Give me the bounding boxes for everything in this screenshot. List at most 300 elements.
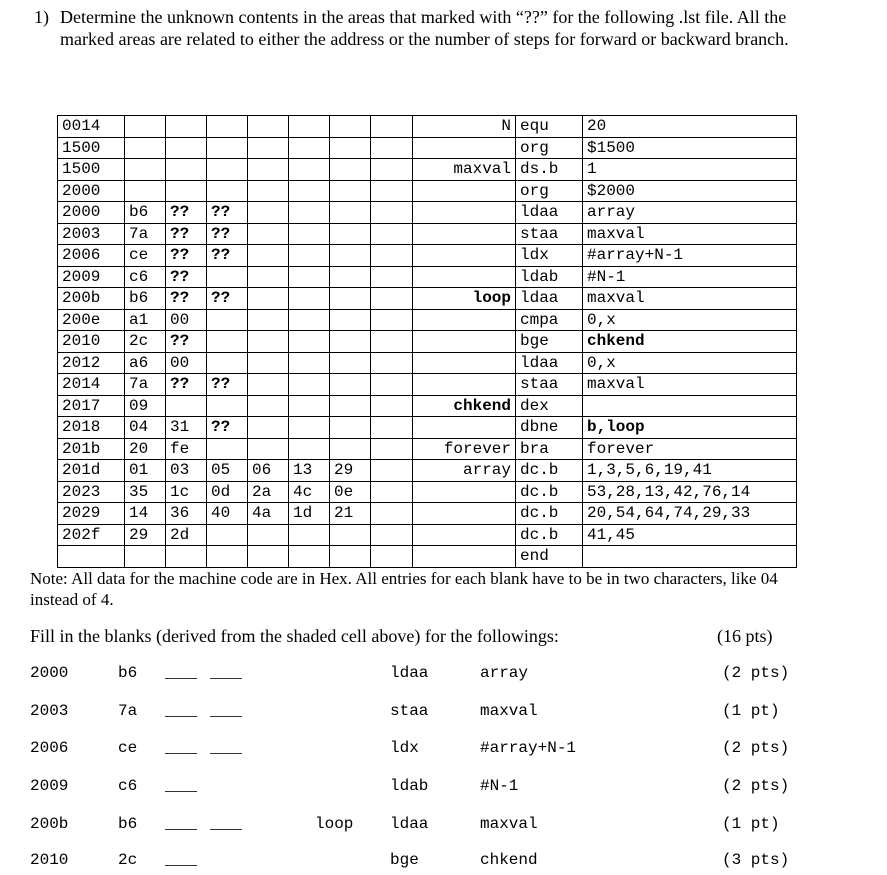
listing-cell: fe bbox=[166, 438, 207, 460]
listing-cell bbox=[413, 245, 516, 267]
listing-cell: 35 bbox=[125, 481, 166, 503]
listing-cell: b6 bbox=[125, 288, 166, 310]
listing-cell: 2018 bbox=[58, 417, 125, 439]
listing-cell: a6 bbox=[125, 352, 166, 374]
listing-cell: ?? bbox=[166, 374, 207, 396]
listing-cell bbox=[248, 137, 289, 159]
listing-row bbox=[58, 417, 797, 439]
listing-cell bbox=[330, 331, 371, 353]
listing-cell: ?? bbox=[166, 202, 207, 224]
listing-cell: dc.b bbox=[516, 503, 583, 525]
listing-cell: 00 bbox=[166, 309, 207, 331]
listing-cell bbox=[371, 524, 413, 546]
listing-cell: 201b bbox=[58, 438, 125, 460]
listing-cell: 2009 bbox=[58, 266, 125, 288]
listing-cell bbox=[371, 438, 413, 460]
listing-cell bbox=[207, 395, 248, 417]
listing-cell bbox=[125, 116, 166, 138]
listing-cell: array bbox=[413, 460, 516, 482]
answer-op: b6 bbox=[118, 664, 138, 682]
listing-cell bbox=[166, 546, 207, 568]
listing-cell: 20 bbox=[125, 438, 166, 460]
listing-cell: 0d bbox=[207, 481, 248, 503]
listing-row bbox=[58, 116, 797, 138]
listing-cell: ldaa bbox=[516, 352, 583, 374]
listing-cell: ds.b bbox=[516, 159, 583, 181]
answer-blank[interactable] bbox=[165, 678, 197, 679]
listing-cell: ?? bbox=[207, 417, 248, 439]
listing-cell: ?? bbox=[207, 374, 248, 396]
listing-cell bbox=[371, 374, 413, 396]
answer-blank[interactable] bbox=[210, 678, 242, 679]
listing-cell bbox=[289, 159, 330, 181]
listing-cell bbox=[207, 309, 248, 331]
listing-cell: 2010 bbox=[58, 331, 125, 353]
listing-row bbox=[58, 481, 797, 503]
listing-cell bbox=[330, 374, 371, 396]
listing-cell bbox=[371, 503, 413, 525]
listing-cell bbox=[207, 524, 248, 546]
fill-heading: Fill in the blanks (derived from the shaded cell above) for the followings: bbox=[30, 626, 559, 646]
answer-operand: #array+N-1 bbox=[480, 739, 577, 757]
listing-cell: dex bbox=[516, 395, 583, 417]
listing-cell bbox=[371, 266, 413, 288]
listing-cell: N bbox=[413, 116, 516, 138]
listing-cell: 36 bbox=[166, 503, 207, 525]
listing-cell bbox=[207, 159, 248, 181]
listing-cell bbox=[330, 180, 371, 202]
listing-cell: array bbox=[583, 202, 797, 224]
listing-row bbox=[58, 266, 797, 288]
listing-cell: 2003 bbox=[58, 223, 125, 245]
listing-cell bbox=[248, 438, 289, 460]
answer-blank[interactable] bbox=[210, 716, 242, 717]
listing-cell bbox=[289, 395, 330, 417]
answer-row bbox=[0, 739, 887, 763]
answer-pts: (1 pt) bbox=[722, 702, 780, 720]
listing-cell bbox=[125, 546, 166, 568]
listing-row bbox=[58, 395, 797, 417]
listing-cell bbox=[371, 202, 413, 224]
listing-cell bbox=[330, 159, 371, 181]
answer-blank[interactable] bbox=[210, 829, 242, 830]
listing-cell: 04 bbox=[125, 417, 166, 439]
listing-cell bbox=[330, 352, 371, 374]
listing-cell: org bbox=[516, 137, 583, 159]
listing-cell bbox=[413, 417, 516, 439]
listing-cell bbox=[166, 395, 207, 417]
listing-cell bbox=[289, 417, 330, 439]
listing-row bbox=[58, 202, 797, 224]
listing-row bbox=[58, 223, 797, 245]
listing-cell: ldab bbox=[516, 266, 583, 288]
listing-cell: a1 bbox=[125, 309, 166, 331]
listing-cell: 20,54,64,74,29,33 bbox=[583, 503, 797, 525]
listing-cell bbox=[371, 395, 413, 417]
answer-pts: (2 pts) bbox=[722, 739, 790, 757]
answer-blank[interactable] bbox=[165, 865, 197, 866]
listing-cell bbox=[413, 137, 516, 159]
answer-operand: chkend bbox=[480, 851, 538, 869]
listing-cell bbox=[166, 159, 207, 181]
listing-cell bbox=[413, 503, 516, 525]
listing-cell bbox=[289, 202, 330, 224]
listing-row bbox=[58, 159, 797, 181]
listing-cell: 4a bbox=[248, 503, 289, 525]
listing-cell: 7a bbox=[125, 223, 166, 245]
answer-pts: (3 pts) bbox=[722, 851, 790, 869]
listing-row bbox=[58, 309, 797, 331]
listing-cell: 2017 bbox=[58, 395, 125, 417]
listing-cell bbox=[371, 116, 413, 138]
listing-cell bbox=[413, 481, 516, 503]
answer-addr: 2006 bbox=[30, 739, 69, 757]
answer-op: 7a bbox=[118, 702, 138, 720]
listing-cell: 200e bbox=[58, 309, 125, 331]
answer-row bbox=[0, 664, 887, 688]
listing-cell bbox=[371, 137, 413, 159]
listing-cell: 40 bbox=[207, 503, 248, 525]
answer-pts: (2 pts) bbox=[722, 664, 790, 682]
answer-blank[interactable] bbox=[165, 753, 197, 754]
listing-cell: 200b bbox=[58, 288, 125, 310]
listing-cell bbox=[248, 288, 289, 310]
question-text: Determine the unknown contents in the areas that marked with “??” for the following .lst file. All the marked areas are related to either the address or the number of steps for forward or backward branch. bbox=[60, 7, 789, 49]
listing-cell: staa bbox=[516, 374, 583, 396]
listing-cell: 20 bbox=[583, 116, 797, 138]
listing-cell: loop bbox=[413, 288, 516, 310]
listing-cell bbox=[248, 180, 289, 202]
answer-op: c6 bbox=[118, 777, 138, 795]
listing-cell bbox=[330, 245, 371, 267]
listing-cell bbox=[330, 266, 371, 288]
listing-cell bbox=[248, 374, 289, 396]
listing-cell: 1500 bbox=[58, 159, 125, 181]
answer-blank[interactable] bbox=[210, 753, 242, 754]
listing-cell bbox=[289, 180, 330, 202]
listing-cell bbox=[289, 266, 330, 288]
answer-blank[interactable] bbox=[165, 716, 197, 717]
listing-cell: maxval bbox=[583, 223, 797, 245]
listing-table bbox=[57, 115, 797, 568]
answer-mnem: ldx bbox=[390, 739, 419, 757]
listing-row bbox=[58, 460, 797, 482]
listing-cell: equ bbox=[516, 116, 583, 138]
listing-cell: #array+N-1 bbox=[583, 245, 797, 267]
listing-cell: ?? bbox=[166, 245, 207, 267]
listing-cell: 41,45 bbox=[583, 524, 797, 546]
listing-cell: dc.b bbox=[516, 460, 583, 482]
answer-op: 2c bbox=[118, 851, 138, 869]
listing-cell bbox=[371, 223, 413, 245]
listing-cell: #N-1 bbox=[583, 266, 797, 288]
answer-label: loop bbox=[315, 815, 354, 833]
listing-cell bbox=[289, 524, 330, 546]
listing-cell: b6 bbox=[125, 202, 166, 224]
listing-cell bbox=[207, 331, 248, 353]
listing-cell bbox=[289, 438, 330, 460]
listing-cell: ldaa bbox=[516, 202, 583, 224]
listing-cell bbox=[248, 266, 289, 288]
listing-cell bbox=[289, 245, 330, 267]
listing-cell bbox=[207, 546, 248, 568]
listing-cell: 201d bbox=[58, 460, 125, 482]
listing-row bbox=[58, 352, 797, 374]
listing-cell: maxval bbox=[413, 159, 516, 181]
listing-cell: 7a bbox=[125, 374, 166, 396]
listing-cell: dbne bbox=[516, 417, 583, 439]
answer-operand: maxval bbox=[480, 815, 538, 833]
listing-cell bbox=[125, 137, 166, 159]
listing-cell bbox=[413, 374, 516, 396]
listing-cell bbox=[248, 524, 289, 546]
listing-cell bbox=[330, 223, 371, 245]
listing-cell bbox=[583, 395, 797, 417]
listing-cell: 0,x bbox=[583, 309, 797, 331]
listing-cell bbox=[413, 546, 516, 568]
listing-cell bbox=[248, 223, 289, 245]
listing-cell bbox=[330, 309, 371, 331]
listing-cell: b,loop bbox=[583, 417, 797, 439]
listing-row bbox=[58, 137, 797, 159]
listing-cell bbox=[166, 116, 207, 138]
listing-cell: ?? bbox=[207, 223, 248, 245]
answer-mnem: ldaa bbox=[390, 815, 429, 833]
listing-cell: 1500 bbox=[58, 137, 125, 159]
answer-pts: (1 pt) bbox=[722, 815, 780, 833]
listing-cell: 03 bbox=[166, 460, 207, 482]
listing-cell: maxval bbox=[583, 288, 797, 310]
listing-cell bbox=[207, 352, 248, 374]
listing-cell: chkend bbox=[413, 395, 516, 417]
listing-cell: chkend bbox=[583, 331, 797, 353]
listing-cell bbox=[413, 180, 516, 202]
listing-cell bbox=[413, 202, 516, 224]
listing-cell: ldx bbox=[516, 245, 583, 267]
listing-cell: ?? bbox=[207, 202, 248, 224]
listing-cell bbox=[330, 546, 371, 568]
listing-row bbox=[58, 288, 797, 310]
listing-row bbox=[58, 438, 797, 460]
answer-blank[interactable] bbox=[165, 829, 197, 830]
listing-cell bbox=[207, 266, 248, 288]
listing-cell: 0,x bbox=[583, 352, 797, 374]
listing-cell bbox=[330, 288, 371, 310]
answer-addr: 2000 bbox=[30, 664, 69, 682]
listing-cell: 2012 bbox=[58, 352, 125, 374]
listing-cell bbox=[330, 116, 371, 138]
listing-cell bbox=[371, 180, 413, 202]
listing-cell bbox=[248, 352, 289, 374]
listing-cell: bra bbox=[516, 438, 583, 460]
answer-op: ce bbox=[118, 739, 138, 757]
listing-cell bbox=[371, 352, 413, 374]
listing-cell: 05 bbox=[207, 460, 248, 482]
listing-cell: 2000 bbox=[58, 180, 125, 202]
listing-cell: 31 bbox=[166, 417, 207, 439]
listing-cell: maxval bbox=[583, 374, 797, 396]
listing-cell bbox=[413, 309, 516, 331]
listing-cell bbox=[413, 524, 516, 546]
listing-cell: 2000 bbox=[58, 202, 125, 224]
listing-cell: ldaa bbox=[516, 288, 583, 310]
listing-cell: 14 bbox=[125, 503, 166, 525]
listing-cell: 21 bbox=[330, 503, 371, 525]
answer-row bbox=[0, 702, 887, 726]
listing-cell bbox=[413, 352, 516, 374]
listing-row bbox=[58, 524, 797, 546]
answer-operand: #N-1 bbox=[480, 777, 519, 795]
listing-cell bbox=[248, 546, 289, 568]
listing-cell bbox=[330, 137, 371, 159]
answer-pts: (2 pts) bbox=[722, 777, 790, 795]
listing-cell: 29 bbox=[330, 460, 371, 482]
listing-cell bbox=[207, 116, 248, 138]
listing-cell bbox=[371, 417, 413, 439]
answer-op: b6 bbox=[118, 815, 138, 833]
answer-operand: array bbox=[480, 664, 529, 682]
listing-cell: ?? bbox=[166, 331, 207, 353]
listing-cell: 01 bbox=[125, 460, 166, 482]
listing-cell bbox=[166, 180, 207, 202]
listing-cell: cmpa bbox=[516, 309, 583, 331]
listing-cell: 53,28,13,42,76,14 bbox=[583, 481, 797, 503]
listing-cell: 2029 bbox=[58, 503, 125, 525]
listing-cell bbox=[371, 159, 413, 181]
listing-cell bbox=[289, 223, 330, 245]
listing-cell bbox=[289, 546, 330, 568]
listing-cell: 06 bbox=[248, 460, 289, 482]
listing-cell bbox=[371, 481, 413, 503]
listing-cell bbox=[413, 331, 516, 353]
total-points: (16 pts) bbox=[717, 626, 773, 646]
listing-cell: forever bbox=[583, 438, 797, 460]
listing-cell bbox=[58, 546, 125, 568]
listing-cell: 29 bbox=[125, 524, 166, 546]
listing-cell: forever bbox=[413, 438, 516, 460]
listing-cell bbox=[289, 374, 330, 396]
listing-cell: 202f bbox=[58, 524, 125, 546]
listing-cell bbox=[330, 417, 371, 439]
listing-cell bbox=[248, 395, 289, 417]
listing-cell: ?? bbox=[166, 223, 207, 245]
listing-cell bbox=[248, 159, 289, 181]
listing-cell bbox=[248, 309, 289, 331]
listing-row bbox=[58, 546, 797, 568]
answer-row bbox=[0, 777, 887, 801]
answer-blank[interactable] bbox=[165, 791, 197, 792]
listing-cell: bge bbox=[516, 331, 583, 353]
listing-cell: 2d bbox=[166, 524, 207, 546]
listing-cell bbox=[289, 309, 330, 331]
listing-cell: 4c bbox=[289, 481, 330, 503]
listing-row bbox=[58, 331, 797, 353]
answer-addr: 2009 bbox=[30, 777, 69, 795]
listing-cell: org bbox=[516, 180, 583, 202]
listing-cell: $2000 bbox=[583, 180, 797, 202]
listing-cell bbox=[330, 202, 371, 224]
listing-cell bbox=[289, 137, 330, 159]
listing-cell bbox=[125, 180, 166, 202]
listing-cell: 1 bbox=[583, 159, 797, 181]
listing-row bbox=[58, 503, 797, 525]
listing-cell: 1c bbox=[166, 481, 207, 503]
listing-cell: dc.b bbox=[516, 481, 583, 503]
listing-cell bbox=[289, 288, 330, 310]
listing-cell bbox=[166, 137, 207, 159]
listing-cell: ?? bbox=[207, 245, 248, 267]
listing-cell: 2014 bbox=[58, 374, 125, 396]
listing-cell: 0014 bbox=[58, 116, 125, 138]
listing-cell: 2023 bbox=[58, 481, 125, 503]
listing-cell: ?? bbox=[207, 288, 248, 310]
listing-cell bbox=[248, 245, 289, 267]
listing-cell: 0e bbox=[330, 481, 371, 503]
listing-cell: c6 bbox=[125, 266, 166, 288]
listing-cell bbox=[413, 266, 516, 288]
listing-cell bbox=[583, 546, 797, 568]
listing-cell: 09 bbox=[125, 395, 166, 417]
listing-cell bbox=[371, 245, 413, 267]
answer-addr: 200b bbox=[30, 815, 69, 833]
listing-cell bbox=[289, 331, 330, 353]
answer-mnem: ldab bbox=[390, 777, 429, 795]
answer-operand: maxval bbox=[480, 702, 538, 720]
listing-cell: 1,3,5,6,19,41 bbox=[583, 460, 797, 482]
listing-row bbox=[58, 245, 797, 267]
answer-mnem: staa bbox=[390, 702, 429, 720]
answer-mnem: bge bbox=[390, 851, 419, 869]
listing-cell bbox=[289, 352, 330, 374]
listing-cell: dc.b bbox=[516, 524, 583, 546]
listing-cell bbox=[289, 116, 330, 138]
listing-cell bbox=[330, 438, 371, 460]
listing-cell bbox=[371, 546, 413, 568]
answer-row bbox=[0, 815, 887, 839]
listing-cell bbox=[371, 309, 413, 331]
listing-cell bbox=[248, 417, 289, 439]
listing-cell: ?? bbox=[166, 288, 207, 310]
listing-cell bbox=[248, 116, 289, 138]
listing-cell bbox=[413, 223, 516, 245]
listing-cell: 13 bbox=[289, 460, 330, 482]
listing-cell bbox=[207, 180, 248, 202]
listing-cell: 2a bbox=[248, 481, 289, 503]
listing-row bbox=[58, 180, 797, 202]
listing-cell bbox=[371, 460, 413, 482]
listing-cell bbox=[248, 202, 289, 224]
listing-cell: end bbox=[516, 546, 583, 568]
listing-cell bbox=[330, 395, 371, 417]
listing-cell bbox=[371, 288, 413, 310]
listing-cell: 00 bbox=[166, 352, 207, 374]
listing-cell bbox=[330, 524, 371, 546]
listing-cell bbox=[125, 159, 166, 181]
answer-row bbox=[0, 851, 887, 875]
note: Note: All data for the machine code are in Hex. All entries for each blank have to be in two characters, like 04 instead of 4. bbox=[30, 569, 778, 609]
listing-cell: $1500 bbox=[583, 137, 797, 159]
listing-cell: 2006 bbox=[58, 245, 125, 267]
listing-cell bbox=[371, 331, 413, 353]
listing-cell bbox=[207, 137, 248, 159]
answer-addr: 2010 bbox=[30, 851, 69, 869]
listing-cell bbox=[248, 331, 289, 353]
listing-cell: ?? bbox=[166, 266, 207, 288]
listing-cell bbox=[207, 438, 248, 460]
listing-cell: 1d bbox=[289, 503, 330, 525]
question-number: 1) bbox=[34, 7, 49, 27]
answer-mnem: ldaa bbox=[390, 664, 429, 682]
